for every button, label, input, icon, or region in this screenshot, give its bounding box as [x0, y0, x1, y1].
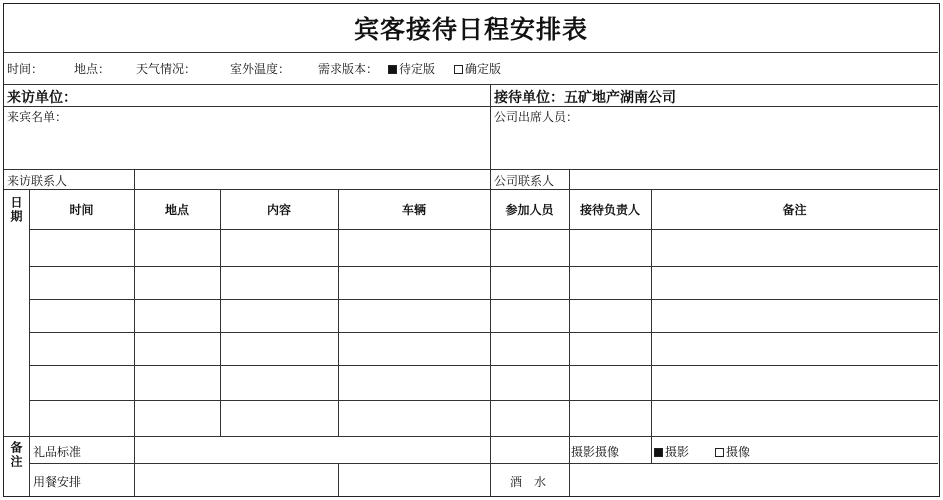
version-final-option[interactable]: 确定版	[454, 60, 501, 77]
info-row	[7, 55, 935, 81]
company-attendees-label: 公司出席人员：	[494, 110, 579, 124]
column-place: 地点	[164, 202, 189, 217]
visitor-unit-label: 来访单位：	[7, 90, 77, 106]
column-participants: 参加人员	[505, 202, 554, 217]
column-date: 日期	[9, 196, 23, 224]
visitor-contact-label: 来访联系人	[7, 174, 68, 188]
checkbox-checked-icon	[388, 65, 397, 74]
video-option[interactable]: 摄像	[715, 443, 750, 460]
column-content: 内容	[266, 202, 291, 217]
column-host-lead: 接待负责人	[579, 202, 640, 217]
checkbox-empty-icon	[454, 65, 463, 74]
company-contact-label: 公司联系人	[494, 174, 555, 188]
place-label: 地点：	[74, 61, 111, 76]
photo-video-label: 摄影摄像	[571, 445, 620, 459]
weather-label: 天气情况：	[136, 61, 197, 76]
column-vehicle: 车辆	[401, 202, 426, 217]
version-pending-option[interactable]: 待定版	[388, 60, 435, 77]
gift-standard-label: 礼品标准	[33, 445, 82, 459]
temperature-label: 室外温度：	[230, 61, 291, 76]
remarks-label: 备注	[9, 441, 23, 469]
column-time: 时间	[69, 202, 94, 217]
page-title: 宾客接待日程安排表	[353, 15, 588, 44]
checkbox-empty-icon	[715, 448, 724, 457]
schedule-sheet	[3, 3, 940, 497]
time-label: 时间：	[7, 61, 44, 76]
guest-list-label: 来宾名单：	[7, 110, 68, 124]
photo-option[interactable]: 摄影	[654, 443, 689, 460]
checkbox-checked-icon	[654, 448, 663, 457]
drinks-label: 酒 水	[510, 475, 547, 489]
meal-arrangement-label: 用餐安排	[33, 475, 82, 489]
version-label: 需求版本：	[318, 61, 379, 76]
column-notes: 备注	[782, 202, 807, 217]
host-unit-label: 接待单位：五矿地产湖南公司	[494, 90, 676, 106]
